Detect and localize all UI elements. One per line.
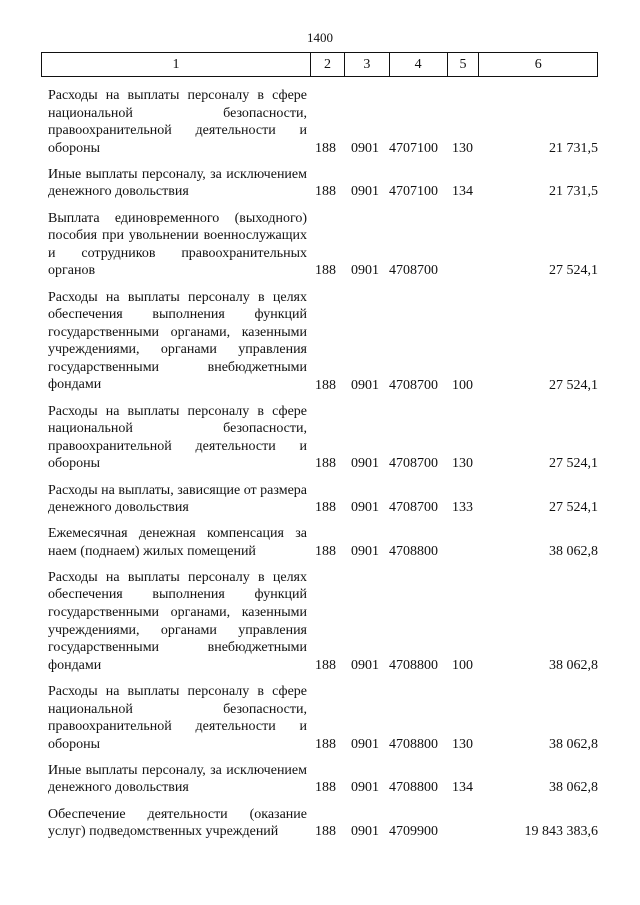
row-expense-type: 134 xyxy=(452,184,473,200)
table-row xyxy=(0,166,640,201)
row-description: Расходы на выплаты персоналу в сфере национальной безопасности, правоохранительной деятельности и обороны xyxy=(48,403,307,472)
row-description: Расходы на выплаты персоналу в сфере национальной безопасности, правоохранительной деятельности и обороны xyxy=(48,88,307,156)
row-amount: 38 062,8 xyxy=(549,736,598,752)
row-target-code: 4708700 xyxy=(389,263,438,279)
row-expense-type: 100 xyxy=(452,377,473,393)
row-expense-type: 130 xyxy=(452,456,473,472)
row-amount: 27 524,1 xyxy=(549,377,598,393)
row-admin-code: 188 xyxy=(315,780,336,796)
row-section-code: 0901 xyxy=(351,736,379,752)
row-amount: 27 524,1 xyxy=(549,263,598,279)
row-description: Расходы на выплаты, зависящие от размера денежного довольствия xyxy=(48,482,307,516)
row-target-code: 4707100 xyxy=(389,140,438,156)
row-expense-type: 100 xyxy=(452,657,473,673)
row-admin-code: 188 xyxy=(315,140,336,156)
row-admin-code: 188 xyxy=(315,456,336,472)
row-description: Иные выплаты персоналу, за исключением денежного довольствия xyxy=(48,166,307,200)
row-expense-type: 133 xyxy=(452,500,473,516)
row-amount: 21 731,5 xyxy=(549,140,598,156)
table-row xyxy=(0,482,640,517)
row-section-code: 0901 xyxy=(351,543,379,559)
row-amount: 38 062,8 xyxy=(549,657,598,673)
header-col-3: 3 xyxy=(345,53,390,76)
table-row xyxy=(0,525,640,560)
row-target-code: 4708800 xyxy=(389,657,438,673)
row-section-code: 0901 xyxy=(351,140,379,156)
row-amount: 27 524,1 xyxy=(549,500,598,516)
row-section-code: 0901 xyxy=(351,456,379,472)
row-description: Ежемесячная денежная компенсация за наем (поднаем) жилых помещений xyxy=(48,526,307,559)
header-col-2: 2 xyxy=(311,53,345,76)
row-section-code: 0901 xyxy=(351,263,379,279)
row-description: Иные выплаты персоналу, за исключением денежного довольствия xyxy=(48,762,307,796)
row-admin-code: 188 xyxy=(315,657,336,673)
row-expense-type: 134 xyxy=(452,780,473,796)
table-row xyxy=(0,806,640,841)
row-admin-code: 188 xyxy=(315,377,336,393)
table-row xyxy=(0,289,640,395)
row-section-code: 0901 xyxy=(351,824,379,840)
table-row xyxy=(0,87,640,157)
row-target-code: 4708700 xyxy=(389,456,438,472)
row-amount: 19 843 383,6 xyxy=(524,824,598,840)
row-admin-code: 188 xyxy=(315,263,336,279)
row-section-code: 0901 xyxy=(351,780,379,796)
row-section-code: 0901 xyxy=(351,377,379,393)
header-col-4: 4 xyxy=(390,53,448,76)
row-description: Расходы на выплаты персоналу в целях обеспечения выполнения функций государственными органами, казенными учреждениями, органами управления государственными внебюджетными фондами xyxy=(48,569,307,673)
row-section-code: 0901 xyxy=(351,500,379,516)
table-row xyxy=(0,762,640,797)
row-amount: 38 062,8 xyxy=(549,780,598,796)
page-number: 1400 xyxy=(307,30,333,45)
row-admin-code: 188 xyxy=(315,500,336,516)
table-row xyxy=(0,683,640,753)
row-amount: 27 524,1 xyxy=(549,456,598,472)
row-target-code: 4707100 xyxy=(389,184,438,200)
row-expense-type: 130 xyxy=(452,140,473,156)
row-target-code: 4709900 xyxy=(389,824,438,840)
row-admin-code: 188 xyxy=(315,736,336,752)
row-description: Расходы на выплаты персоналу в сфере национальной безопасности, правоохранительной деятельности и обороны xyxy=(48,684,307,752)
table-row xyxy=(0,210,640,280)
header-col-1: 1 xyxy=(42,53,311,76)
row-description: Расходы на выплаты персоналу в целях обеспечения выполнения функций государственными органами, казенными учреждениями, органами управления государственными внебюджетными фондами xyxy=(48,289,307,393)
row-section-code: 0901 xyxy=(351,657,379,673)
row-amount: 38 062,8 xyxy=(549,543,598,559)
row-target-code: 4708700 xyxy=(389,377,438,393)
row-expense-type: 130 xyxy=(452,736,473,752)
row-amount: 21 731,5 xyxy=(549,184,598,200)
row-target-code: 4708800 xyxy=(389,736,438,752)
header-col-6: 6 xyxy=(534,56,542,72)
table-row xyxy=(0,403,640,473)
row-description: Обеспечение деятельности (оказание услуг) подведомственных учреждений xyxy=(48,806,307,840)
row-admin-code: 188 xyxy=(315,543,336,559)
row-admin-code: 188 xyxy=(315,184,336,200)
row-description: Выплата единовременного (выходного) пособия при увольнении военнослужащих и сотрудников правоохранительных органов xyxy=(48,210,307,279)
row-target-code: 4708800 xyxy=(389,780,438,796)
table-row xyxy=(0,569,640,675)
row-target-code: 4708800 xyxy=(389,543,438,559)
header-col-5: 5 xyxy=(448,53,480,76)
row-admin-code: 188 xyxy=(315,824,336,840)
row-section-code: 0901 xyxy=(351,184,379,200)
table-header xyxy=(41,52,598,77)
row-target-code: 4708700 xyxy=(389,500,438,516)
